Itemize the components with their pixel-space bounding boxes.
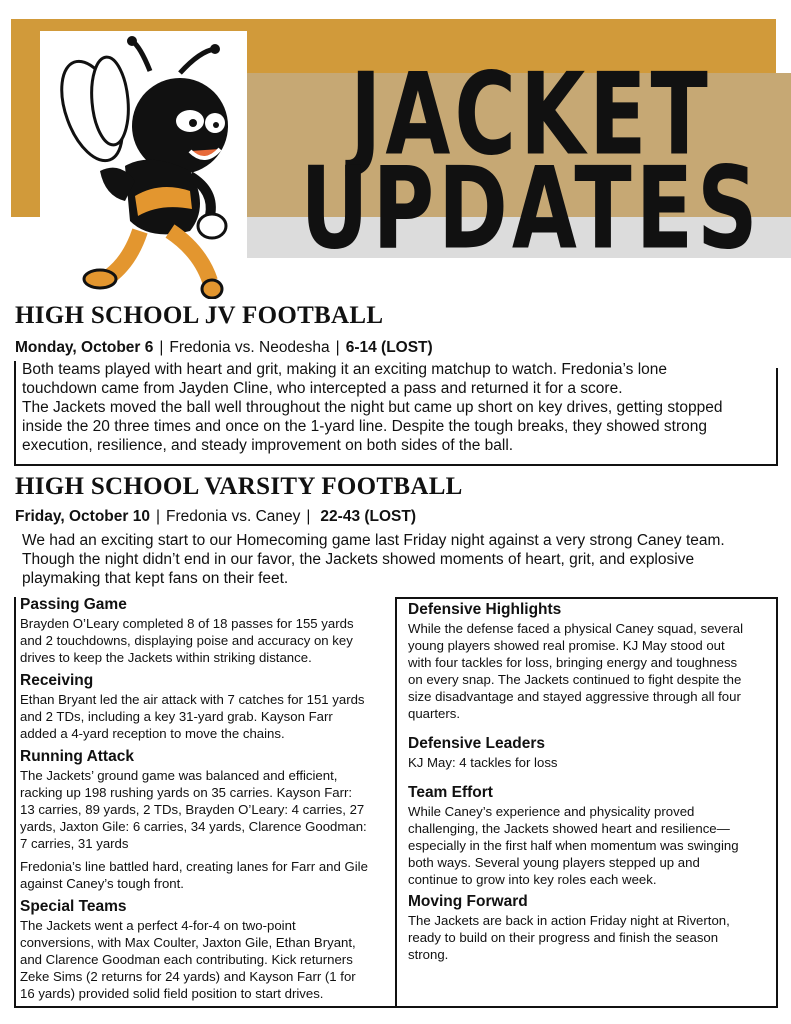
team-line: especially in the first half when momentum was swinging bbox=[408, 838, 739, 853]
running-heading: Running Attack bbox=[20, 748, 134, 765]
varsity-game-meta: Friday, October 10 | Fredonia vs. Caney | 22-43 (LOST) bbox=[15, 508, 417, 525]
line-play-line: Fredonia’s line battled hard, creating lanes for Farr and Gile bbox=[20, 859, 368, 874]
receiving-line: added a 4-yard reception to move the chains. bbox=[20, 726, 285, 741]
team-line: While Caney’s experience and physicality proved bbox=[408, 804, 695, 819]
jv-line: Both teams played with heart and grit, making it an exciting matchup to watch. Fredonia’s lone bbox=[22, 361, 668, 378]
defensive-highlights-heading: Defensive Highlights bbox=[408, 601, 562, 618]
varsity-column-divider bbox=[395, 597, 397, 1008]
page-title-line1: JACKET bbox=[350, 48, 712, 181]
jv-line: inside the 20 three times and once on the 1-yard line. Despite the tough breaks, they showed strong bbox=[22, 418, 708, 435]
running-line: The Jackets’ ground game was balanced and efficient, bbox=[20, 768, 338, 783]
def-high-line: While the defense faced a physical Caney squad, several bbox=[408, 621, 744, 636]
passing-line: Brayden O’Leary completed 8 of 18 passes for 155 yards bbox=[20, 616, 354, 631]
jv-matchup: Fredonia vs. Neodesha bbox=[169, 339, 330, 356]
varsity-heading: HIGH SCHOOL VARSITY FOOTBALL bbox=[15, 473, 463, 500]
team-line: continue to grow into key roles each week. bbox=[408, 872, 657, 887]
def-high-line: with four tackles for loss, bringing energy and toughness bbox=[408, 655, 738, 670]
def-high-line: on every snap. The Jackets continued to fight despite the bbox=[408, 672, 742, 687]
team-effort-heading: Team Effort bbox=[408, 784, 493, 801]
varsity-right-top-border bbox=[395, 597, 778, 599]
running-line: 7 carries, 31 yards bbox=[20, 836, 129, 851]
jv-heading: HIGH SCHOOL JV FOOTBALL bbox=[15, 302, 384, 329]
running-line: 13 carries, 89 yards, 2 TDs, Brayden O’Leary: 4 carries, 27 bbox=[20, 802, 365, 817]
jv-line: The Jackets moved the ball well throughout the night but came up short on key drives, getting stopped bbox=[22, 399, 723, 416]
passing-line: and 2 touchdowns, displaying poise and accuracy on key bbox=[20, 633, 353, 648]
def-high-line: quarters. bbox=[408, 706, 461, 721]
special-line: and Clarence Goodman each contributing. Kick returners bbox=[20, 952, 353, 967]
varsity-date: Friday, October 10 bbox=[15, 508, 150, 525]
receiving-line: Ethan Bryant led the air attack with 7 catches for 151 yards bbox=[20, 692, 365, 707]
varsity-intro-line: We had an exciting start to our Homecoming game last Friday night against a very strong Caney team. bbox=[22, 532, 725, 549]
forward-line: ready to build on their progress and finish the season bbox=[408, 930, 719, 945]
def-high-line: size disadvantage and stayed aggressive through all four bbox=[408, 689, 741, 704]
team-line: challenging, the Jackets showed heart and resilience— bbox=[408, 821, 730, 836]
passing-heading: Passing Game bbox=[20, 596, 127, 613]
jv-line: execution, resilience, and steady improvement on both sides of the ball. bbox=[22, 437, 514, 454]
varsity-matchup: Fredonia vs. Caney bbox=[165, 508, 301, 525]
hornet-mascot-logo bbox=[40, 31, 247, 299]
varsity-box-right-border bbox=[776, 597, 778, 1008]
def-leaders-text: KJ May: 4 tackles for loss bbox=[408, 755, 558, 770]
def-high-line: young players showed real promise. KJ May stood out bbox=[408, 638, 725, 653]
forward-line: strong. bbox=[408, 947, 449, 962]
special-line: The Jackets went a perfect 4-for-4 on two-point bbox=[20, 918, 296, 933]
page-title-line2: UPDATES bbox=[300, 142, 762, 275]
passing-line: drives to keep the Jackets within striking distance. bbox=[20, 650, 312, 665]
special-teams-heading: Special Teams bbox=[20, 898, 127, 915]
forward-line: The Jackets are back in action Friday night at Riverton, bbox=[408, 913, 730, 928]
special-line: Zeke Sims (2 returns for 24 yards) and Kayson Farr (1 for bbox=[20, 969, 356, 984]
varsity-intro-line: Though the night didn’t end in our favor, the Jackets showed moments of heart, grit, and explosive bbox=[22, 551, 695, 568]
varsity-box-left-border bbox=[14, 597, 16, 1008]
jv-date: Monday, October 6 bbox=[15, 339, 154, 356]
defensive-leaders-heading: Defensive Leaders bbox=[408, 735, 545, 752]
varsity-score: 22-43 (LOST) bbox=[320, 508, 417, 525]
jv-line: touchdown came from Jayden Cline, who intercepted a pass and returned it for a score. bbox=[22, 380, 623, 397]
running-line: yards, Jaxton Gile: 6 carries, 34 yards, Clarence Goodman: bbox=[20, 819, 367, 834]
receiving-heading: Receiving bbox=[20, 672, 94, 689]
running-line: racking up 198 rushing yards on 35 carries. Kayson Farr: bbox=[20, 785, 353, 800]
jv-box-left-border bbox=[14, 361, 16, 466]
special-line: 16 yards) provided solid field position to start drives. bbox=[20, 986, 324, 1001]
hornet-icon bbox=[40, 31, 247, 299]
varsity-intro bbox=[22, 531, 782, 588]
jv-box-right-border bbox=[776, 368, 778, 466]
moving-forward-heading: Moving Forward bbox=[408, 893, 528, 910]
jv-box-bottom-border bbox=[14, 464, 778, 466]
line-play-line: against Caney’s tough front. bbox=[20, 876, 184, 891]
special-line: conversions, with Max Coulter, Jaxton Gile, Ethan Bryant, bbox=[20, 935, 356, 950]
receiving-line: and 2 TDs, including a key 31-yard grab. Kayson Farr bbox=[20, 709, 333, 724]
varsity-intro-line: playmaking that kept fans on their feet. bbox=[22, 570, 289, 587]
team-line: both ways. Several young players stepped up and bbox=[408, 855, 700, 870]
jv-game-meta: Monday, October 6 | Fredonia vs. Neodesha | 6-14 (LOST) bbox=[15, 339, 433, 356]
jv-summary bbox=[22, 360, 772, 455]
jv-score: 6-14 (LOST) bbox=[345, 339, 433, 356]
varsity-right-column bbox=[408, 600, 770, 963]
varsity-left-column bbox=[20, 595, 392, 1002]
